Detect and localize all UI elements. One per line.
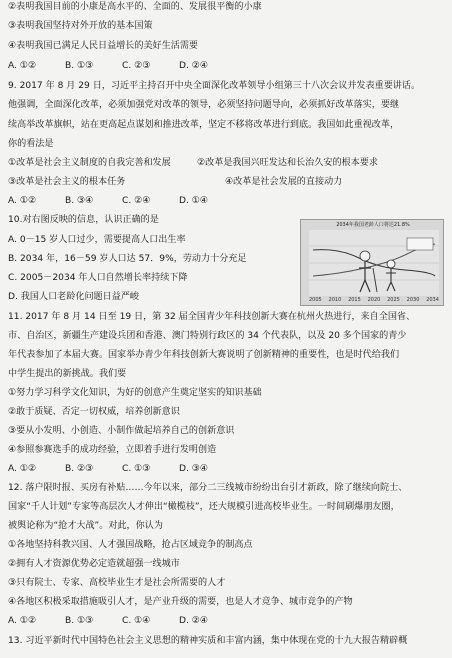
q12-stem-line-2: 国家“千人计划”专家等高层次人才伸出“橄榄枝”，还大规模引进高校毕业生。一时间刷爆朋友圈，	[8, 502, 400, 512]
q9-stem-line-1: 9. 2017 年 8 月 29 日，习近平主持召开中央全面深化改革领导小组第三十八次会议并发表重要讲话。	[8, 81, 421, 91]
population-illustration	[309, 230, 439, 296]
year-label: 2005	[309, 297, 322, 303]
q10-stem: 10.对右图反映的信息，认识正确的是	[8, 215, 159, 225]
year-label: 2015	[348, 297, 361, 303]
q8-option-c: C. ②③	[122, 61, 151, 71]
year-label: 2025	[387, 297, 400, 303]
q8-statement-4: ④表明我国已满足人民日益增长的美好生活需要	[8, 41, 199, 51]
year-label: 2030	[406, 297, 420, 303]
q12-statement-4: ④各地区积极采取措施吸引人才，是产业升级的需要，也是人才竞争、城市竞争的产物	[8, 597, 353, 607]
q12-option-a: A. ①②	[8, 616, 37, 626]
q9-option-b: B. ③④	[65, 196, 94, 206]
q11-stem-line-4: 中学生提出的新挑战。我们要	[8, 369, 127, 379]
q8-statement-3: ③表明我国坚持对外开放的基本国策	[8, 21, 153, 31]
q9-stem-line-4: 你的看法是	[8, 139, 54, 149]
q11-statement-4: ④参照参赛选手的成功经验，立即着手进行发明创造	[8, 445, 217, 455]
q11-stem-line-3: 年代表参加了本届大赛。国家举办青少年科技创新大赛说明了创新精神的重要性，也是时代给我们	[8, 350, 400, 360]
q8-option-d: D. ②④	[179, 61, 209, 71]
q12-statement-3: ③只有院士、专家、高校毕业生才是社会所需要的人才	[8, 578, 226, 588]
q9-statement-1: ①改革是社会主义制度的自我完善和发展	[8, 158, 171, 168]
speech-box	[407, 238, 433, 250]
q8-option-b: B. ①③	[65, 61, 94, 71]
q8-option-a: A. ①②	[8, 61, 37, 71]
q9-option-c: C. ②④	[122, 196, 151, 206]
elderly-figure-head	[360, 251, 370, 261]
q12-option-b: B. ①③	[65, 616, 94, 626]
q11-option-a: A. ①②	[8, 464, 37, 474]
q10-option-d: D. 我国人口老龄化问题日益严峻	[8, 292, 140, 302]
figure-title: 2034年我国老龄人口将达21.8%	[336, 222, 410, 228]
year-label: 2034	[426, 297, 439, 303]
q12-statement-1: ①各地坚持科教兴国、人才强国战略，抢占区域竞争的制高点	[8, 540, 253, 550]
q11-stem-line-1: 11. 2017 年 8 月 14 日至 19 日，第 32 届全国青少年科技创新大赛在杭州火热进行，来自全国省、	[8, 312, 416, 322]
q11-statement-2: ②敢于质疑、否定一切权威，培养创新意识	[8, 407, 180, 417]
figure-year-axis	[309, 297, 439, 303]
q12-stem-line-1: 12. 落户限时报、买房有补贴……今年以来，部分二三线城市纷纷出台引才新政，除了继续向院士、	[8, 483, 408, 493]
q11-option-c: C. ①③	[122, 464, 151, 474]
q13-stem-line-1: 13. 习近平新时代中国特色社会主义思想的精神实质和丰富内涵，集中体现在党的十九大报告精辟概	[8, 636, 408, 646]
child-figure-head	[387, 260, 395, 268]
population-aging-figure	[300, 219, 444, 306]
q11-option-d: D. ③④	[179, 464, 209, 474]
q10-option-b: B. 2034 年，16－59 岁人口达 57．9%，劳动力十分充足	[8, 254, 247, 264]
q11-option-b: B. ②③	[65, 464, 94, 474]
q12-option-d: D. ②④	[179, 616, 209, 626]
q8-statement-2: ②表明我国目前的小康是高水平的、全面的、发展很平衡的小康	[8, 2, 262, 12]
q9-stem-line-3: 续高举改革旗帜，站在更高起点谋划和推进改革，坚定不移将改革进行到底。我国如此重视改革，	[8, 120, 400, 130]
q12-stem-line-3: 被舆论称为“抢才大战”。对此，你认为	[8, 521, 163, 531]
year-label: 2020	[367, 297, 381, 303]
q10-option-c: C. 2005－2034 年人口自然增长率持续下降	[8, 273, 188, 283]
q11-stem-line-2: 市、自治区，新疆生产建设兵团和香港、澳门特别行政区的 34 个代表队，以及 20 多个国家的青少	[8, 331, 407, 341]
q9-statement-3: ③改革是社会主义的根本任务	[8, 177, 126, 187]
q11-statement-1: ①努力学习科学文化知识，为好的创意产生奠定坚实的知识基础	[8, 388, 262, 398]
year-label: 2010	[328, 297, 342, 303]
q10-option-a: A. 0－15 岁人口过少，需要提高人口出生率	[8, 235, 186, 245]
q12-statement-2: ②拥有人才资源优势必定造就超强一线城市	[8, 559, 180, 569]
q12-option-c: C. ①④	[122, 616, 151, 626]
q9-statement-4: ④改革是社会发展的直接动力	[225, 177, 343, 187]
q9-option-d: D. ①④	[179, 196, 209, 206]
q11-statement-3: ③要从小发明、小创造、小制作做起培养自己的创新意识	[8, 426, 235, 436]
q9-option-a: A. ①②	[8, 196, 37, 206]
q9-statement-2: ②改革是我国兴旺发达和长治久安的根本要求	[197, 158, 378, 168]
q9-stem-line-2: 他强调，全面深化改革，必须加强党对改革的领导，必须坚持问题导向，必须抓好改革落实，要继	[8, 100, 400, 110]
